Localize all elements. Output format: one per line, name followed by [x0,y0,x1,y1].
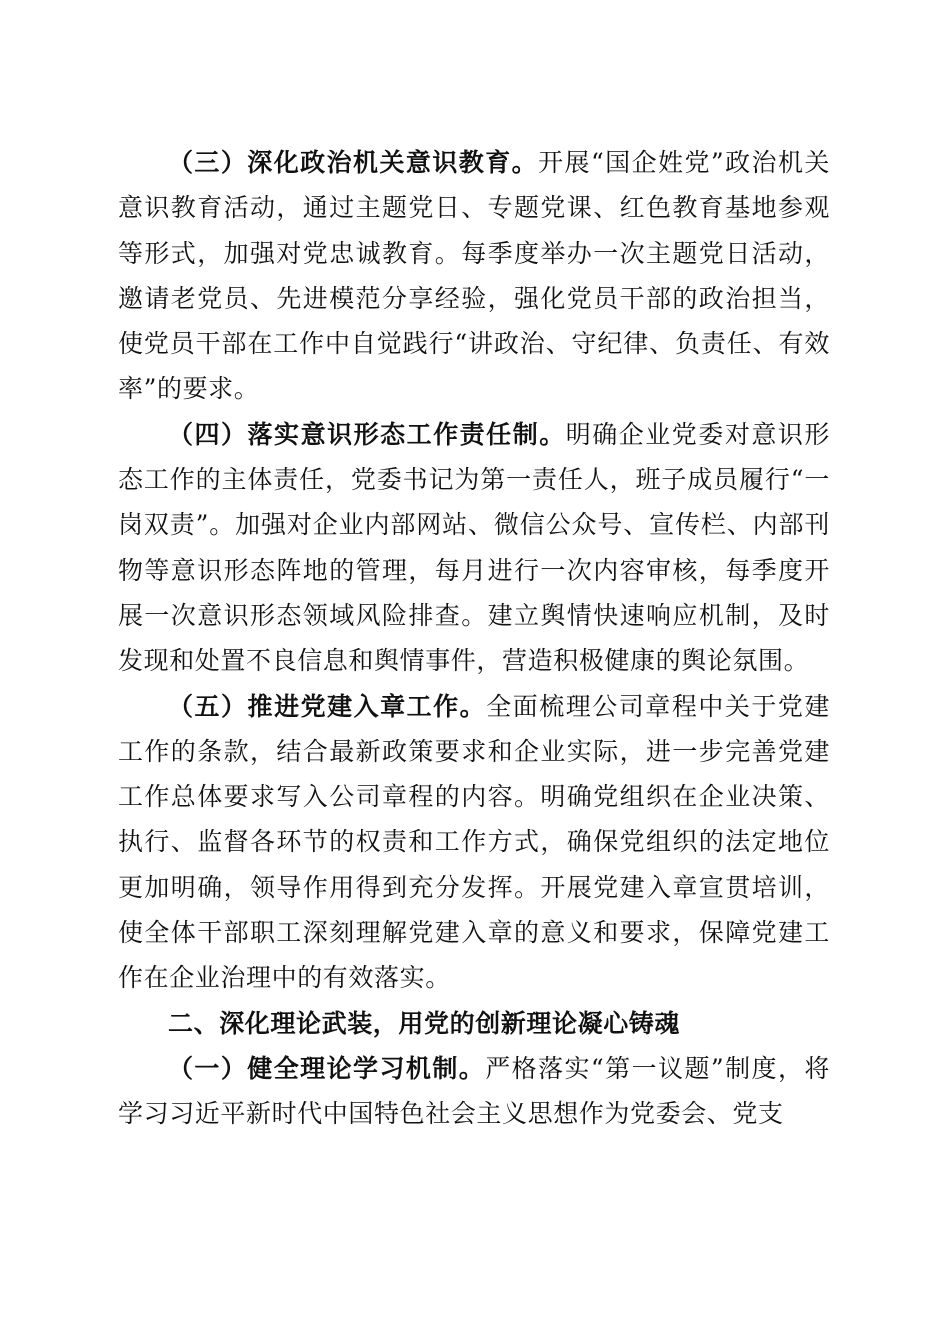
paragraph-text: 开展“国企姓党”政治机关意识教育活动，通过主题党日、专题党课、红色教育基地参观等形式，加强对党忠诚教育。每季度举办一次主题党日活动，邀请老党员、先进模范分享经验，强化党员干部的政治担当，使党员干部在工作中自觉践行“讲政治、守纪律、负责任、有效率”的要求。 [118,148,831,404]
paragraph-text: 全面梳理公司章程中关于党建工作的条款，结合最新政策要求和企业实际，进一步完善党建工作总体要求写入公司章程的内容。明确党组织在企业决策、执行、监督各环节的权责和工作方式，确保党组织的法定地位更加明确，领导作用得到充分发挥。开展党建入章宣贯培训，使全体干部职工深刻理解党建入章的意义和要求，保障党建工作在企业治理中的有效落实。 [118,691,830,993]
paragraph-lead: （四）落实意识形态工作责任制。 [168,419,566,449]
document-body [118,140,830,1137]
paragraph-political-awareness [118,140,830,412]
paragraph-theory-learning [118,1046,830,1137]
paragraph-lead: （五）推进党建入章工作。 [168,691,487,721]
section-heading: 二、深化理论武装，用党的创新理论凝心铸魂 [168,1008,681,1038]
paragraph-text: 明确企业党委对意识形态工作的主体责任，党委书记为第一责任人，班子成员履行“一岗双责”。加强对企业内部网站、微信公众号、宣传栏、内部刊物等意识形态阵地的管理，每月进行一次内容审核，每季度开展一次意识形态领域风险排查。建立舆情快速响应机制，及时发现和处置不良信息和舆情事件，营造积极健康的舆论氛围。 [118,419,830,676]
paragraph-ideology-responsibility [118,412,830,684]
paragraph-text: 严格落实“第一议题”制度，将学习习近平新时代中国特色社会主义思想作为党委会、党支 [118,1053,830,1129]
paragraph-party-charter [118,684,830,1001]
paragraph-lead: （三）深化政治机关意识教育。 [168,148,539,177]
paragraph-lead: （一）健全理论学习机制。 [168,1053,486,1083]
